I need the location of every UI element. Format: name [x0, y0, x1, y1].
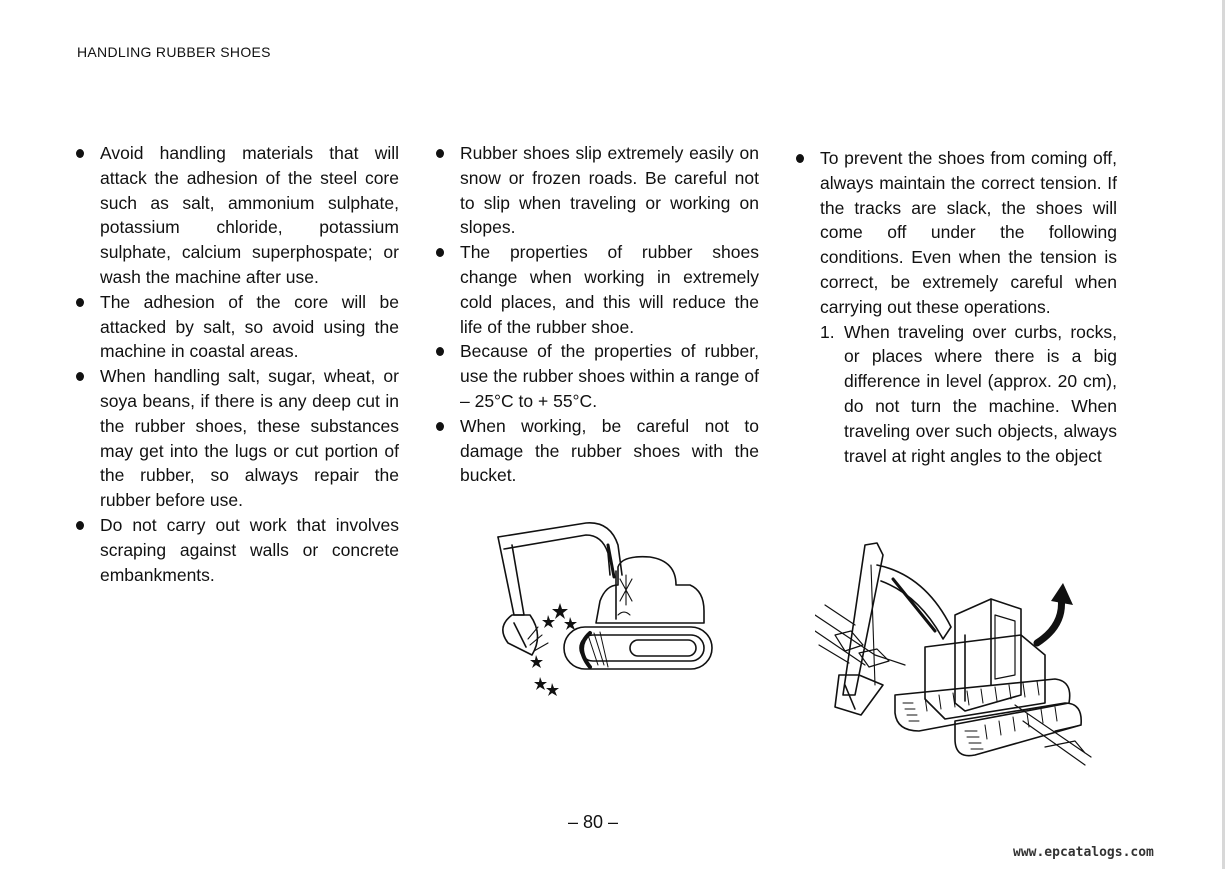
bullet-item: Rubber shoes slip extremely easily on snow or frozen roads. Be careful not to slip when traveling or working on slopes. [432, 141, 759, 240]
excavator-curb-turning-illustration [815, 535, 1095, 775]
bullet-item: Because of the properties of rubber, use the rubber shoes within a range of – 25°C to + 55°C. [432, 339, 759, 413]
page-header: HANDLING RUBBER SHOES [77, 44, 271, 60]
bullet-item: Do not carry out work that involves scraping against walls or concrete embankments. [72, 513, 399, 587]
page-number: – 80 – [568, 812, 619, 832]
bullet-item: The adhesion of the core will be attacked by salt, so avoid using the machine in coastal areas. [72, 290, 399, 364]
column-3 [792, 146, 1117, 468]
numbered-item-text: When traveling over curbs, rocks, or places where there is a big difference in level (approx. 20 cm), do not turn the machine. When traveling over such objects, always travel at right angles to the object [844, 321, 1117, 466]
bullet-item: Avoid handling materials that will attack the adhesion of the steel core such as salt, ammonium sulphate, potassium chloride, potassium sulphate, calcium superphospate; or wash the machine after use. [72, 141, 399, 290]
watermark: www.epcatalogs.com [1013, 845, 1154, 860]
excavator-bucket-damage-illustration [490, 515, 720, 700]
bullet-item: When working, be careful not to damage the rubber shoes with the bucket. [432, 414, 759, 488]
column-2 [432, 141, 759, 488]
bullet-item: To prevent the shoes from coming off, always maintain the correct tension. If the tracks are slack, the shoes will come off under the following conditions. Even when the tension is correct, be extremely careful when carrying out these operations. [792, 146, 1117, 320]
bullet-item: When handling salt, sugar, wheat, or soya beans, if there is any deep cut in the rubber shoes, these substances may get into the lugs or cut portion of the rubber, so always repair the rubber before use. [72, 364, 399, 513]
numbered-item [792, 320, 1117, 469]
item-number: 1. [820, 321, 835, 342]
bullet-item: The properties of rubber shoes change when working in extremely cold places, and this will reduce the life of the rubber shoe. [432, 240, 759, 339]
column-1 [72, 141, 399, 587]
